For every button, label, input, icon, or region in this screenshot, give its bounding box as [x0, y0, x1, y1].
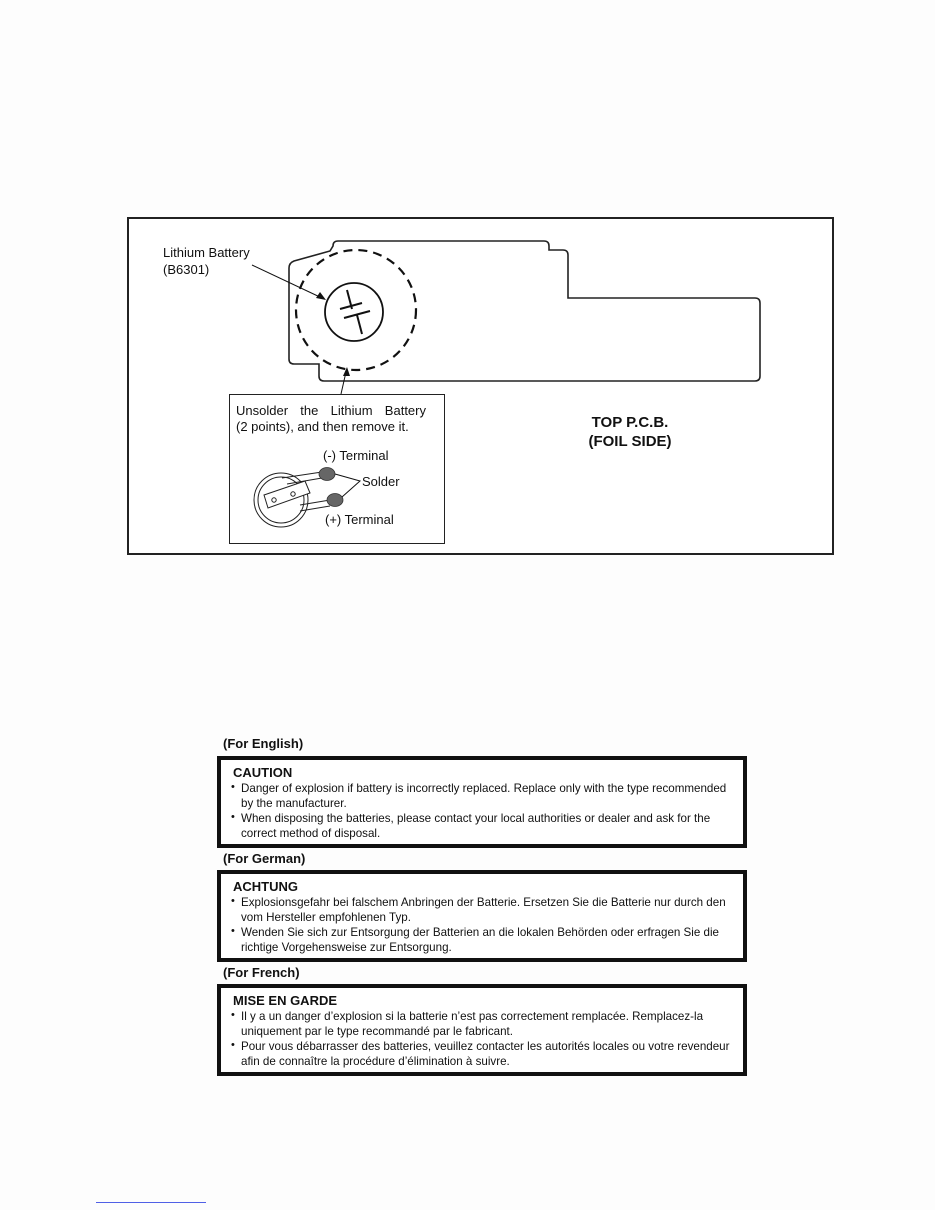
language-label-english: (For English): [223, 736, 304, 751]
coin-cell-battery-icon: [254, 472, 330, 527]
caution-item: • Il y a un danger d’explosion si la batterie n’est pas correctement remplacée. Remplacez-la uniquement par le type recommandé par le fabricant.: [231, 1009, 733, 1039]
caution-list: [231, 781, 733, 841]
pcb-title-line1: TOP P.C.B.: [591, 414, 669, 431]
negative-terminal-label: (-) Terminal: [323, 448, 389, 463]
solder-point-icon: [327, 494, 343, 507]
caution-item: • Pour vous débarrasser des batteries, veuillez contacter les autorités locales ou votre revendeur afin de connaître la procédure d’élimination à suivre.: [231, 1039, 733, 1069]
battery-ref-label: (B6301): [163, 262, 210, 277]
caution-box-english: [217, 756, 747, 848]
caution-item: • Danger of explosion if battery is incorrectly replaced. Replace only with the type recommended by the manufacturer.: [231, 781, 733, 811]
pcb-title-line2: (FOIL SIDE): [588, 433, 672, 450]
caution-box-french: [217, 984, 747, 1076]
instruction-line1: Unsolder the Lithium Battery: [236, 403, 426, 418]
solder-label: Solder: [362, 474, 400, 489]
caution-list: [231, 895, 733, 955]
language-label-german: (For German): [223, 851, 306, 866]
language-label-french: (For French): [223, 965, 300, 980]
caution-list: [231, 1009, 733, 1069]
caution-item: • Wenden Sie sich zur Entsorgung der Batterien an die lokalen Behörden oder erfragen Sie die richtige Vorgehensweise zur Entsorgung.: [231, 925, 733, 955]
caution-box-german: [217, 870, 747, 962]
instruction-line2: (2 points), and then remove it.: [236, 419, 409, 434]
caution-item: • When disposing the batteries, please contact your local authorities or dealer and ask for the correct method of disposal.: [231, 811, 733, 841]
solder-leader-lines: [335, 474, 360, 497]
caution-item: • Explosionsgefahr bei falschem Anbringen der Batterie. Ersetzen Sie die Batterie nur durch den vom Hersteller empfohlenen Typ.: [231, 895, 733, 925]
caution-title: ACHTUNG: [233, 879, 298, 894]
solder-point-icon: [319, 468, 335, 481]
caution-title: MISE EN GARDE: [233, 993, 338, 1008]
footer-link-underline[interactable]: [96, 1202, 206, 1203]
battery-label: Lithium Battery: [163, 245, 250, 260]
caution-title: CAUTION: [233, 765, 293, 780]
positive-terminal-label: (+) Terminal: [325, 512, 394, 527]
